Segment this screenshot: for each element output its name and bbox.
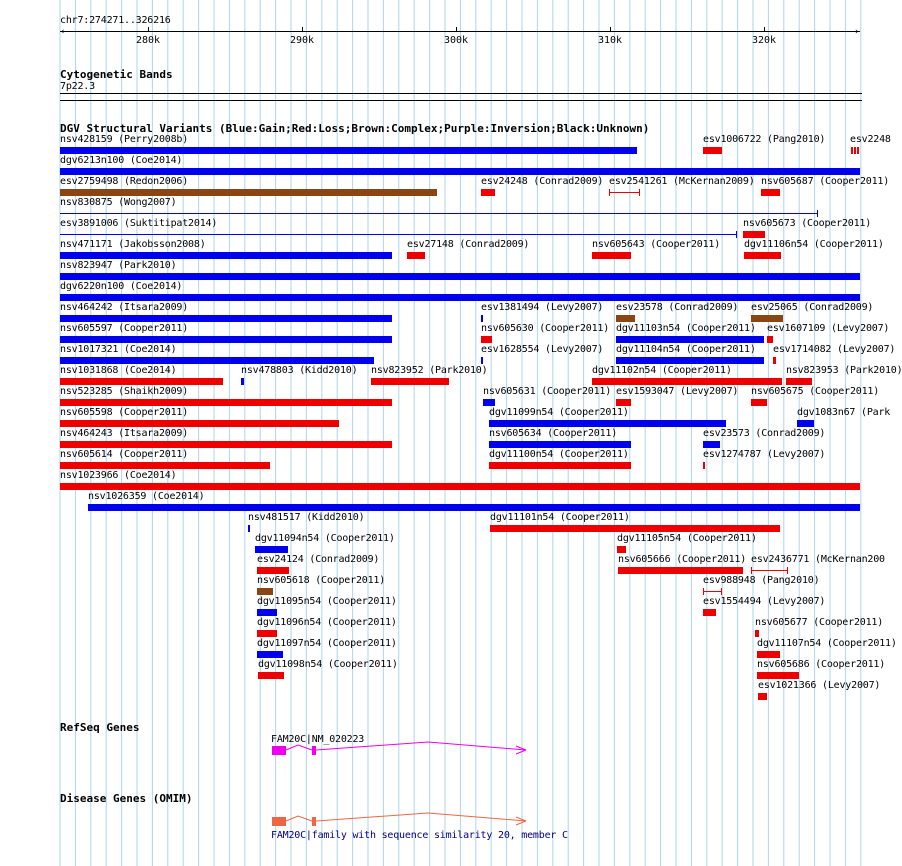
variant-end-tick [787, 567, 788, 574]
refseq-gene-model[interactable] [268, 742, 533, 758]
variant-bar[interactable] [258, 672, 284, 679]
variant-bar[interactable] [854, 147, 856, 154]
variant-bar[interactable] [743, 231, 765, 238]
ruler-tick-label: 280k [136, 35, 161, 46]
variant-label[interactable]: nsv464243 (Itsara2009) [60, 428, 189, 439]
variant-label[interactable]: nsv471171 (Jakobsson2008) [60, 239, 206, 250]
variant-label[interactable]: dgv1083n67 (Park [797, 407, 891, 418]
variant-label[interactable]: nsv605634 (Cooper2011) [489, 428, 618, 439]
omim-gene-model[interactable] [268, 813, 533, 829]
variant-bar[interactable] [703, 462, 705, 469]
variant-end-tick [639, 189, 640, 196]
variant-bar[interactable] [761, 189, 780, 196]
refseq-intron [286, 745, 312, 750]
variant-label[interactable]: nsv605675 (Cooper2011) [751, 386, 880, 397]
variant-label[interactable]: nsv605687 (Cooper2011) [761, 176, 890, 187]
variant-label[interactable]: nsv605666 (Cooper2011) [618, 554, 747, 565]
variant-bar[interactable] [241, 378, 244, 385]
variant-label[interactable]: nsv823952 (Park2010) [371, 365, 488, 376]
variant-bar[interactable] [758, 693, 767, 700]
variant-label[interactable]: dgv11100n54 (Cooper2011) [489, 449, 629, 460]
variant-label[interactable]: esv1607109 (Levy2007) [767, 323, 890, 334]
variant-label[interactable]: nsv1026359 (Coe2014) [88, 491, 205, 502]
variant-bar[interactable] [773, 357, 776, 364]
refseq-exon [312, 746, 316, 755]
variant-bar[interactable] [489, 441, 631, 448]
variant-bar[interactable] [88, 504, 860, 511]
strand-arrow-icon [516, 821, 526, 825]
refseq-exon [272, 746, 286, 755]
variant-label[interactable]: esv2541261 (McKernan2009) [609, 176, 755, 187]
variant-label[interactable]: nsv605677 (Cooper2011) [755, 617, 884, 628]
variant-label[interactable]: nsv823947 (Park2010) [60, 260, 177, 271]
variant-bar[interactable] [60, 357, 374, 364]
variant-label[interactable]: dgv11105n54 (Cooper2011) [617, 533, 757, 544]
variant-bar[interactable] [797, 420, 814, 427]
variant-label[interactable]: esv1554494 (Levy2007) [703, 596, 826, 607]
cytoband-track-title: Cytogenetic Bands [60, 68, 173, 81]
variant-label[interactable]: nsv464242 (Itsara2009) [60, 302, 189, 313]
ruler-tick [456, 27, 457, 32]
variant-label[interactable]: dgv11106n54 (Cooper2011) [744, 239, 884, 250]
variant-bar[interactable] [490, 525, 780, 532]
variant-label[interactable]: nsv1017321 (Coe2014) [60, 344, 177, 355]
variant-bar[interactable] [257, 630, 277, 637]
variant-label[interactable]: esv1593047 (Levy2007) [616, 386, 739, 397]
variant-label[interactable]: dgv11101n54 (Cooper2011) [490, 512, 630, 523]
variant-bar[interactable] [481, 315, 483, 322]
variant-label[interactable]: nsv605618 (Cooper2011) [257, 575, 386, 586]
variant-bar[interactable] [60, 147, 637, 154]
variant-bar[interactable] [257, 588, 273, 595]
variant-label[interactable]: nsv478803 (Kidd2010) [241, 365, 358, 376]
variant-label[interactable]: dgv11104n54 (Cooper2011) [616, 344, 756, 355]
variant-bar[interactable] [757, 672, 799, 679]
variant-bar[interactable] [703, 591, 722, 592]
variant-label[interactable]: esv1021366 (Levy2007) [758, 680, 881, 691]
variant-bar[interactable] [60, 441, 392, 448]
variant-label[interactable]: esv2248 [850, 134, 891, 145]
omim-exon [312, 817, 316, 826]
variant-label[interactable]: nsv428159 (Perry2008b) [60, 134, 189, 145]
variant-bar[interactable] [248, 525, 250, 532]
omim-gene-label[interactable]: FAM20C|family with sequence similarity 20, member C [271, 830, 568, 841]
variant-label[interactable]: esv1381494 (Levy2007) [481, 302, 604, 313]
ruler-tick [148, 27, 149, 32]
variant-label[interactable]: dgv11102n54 (Cooper2011) [592, 365, 732, 376]
variant-bar[interactable] [851, 147, 853, 154]
variant-label[interactable]: dgv11107n54 (Cooper2011) [757, 638, 897, 649]
ruler-tick-label: 290k [290, 35, 315, 46]
variant-bar[interactable] [257, 609, 277, 616]
variant-bar[interactable] [489, 462, 631, 469]
variant-bar[interactable] [60, 315, 392, 322]
variant-label[interactable]: esv1006722 (Pang2010) [703, 134, 826, 145]
omim-exon [272, 817, 286, 826]
variant-bar[interactable] [481, 357, 483, 364]
cytoband-label: 7p22.3 [60, 81, 95, 92]
variant-bar[interactable] [60, 420, 339, 427]
ruler-tick-label: 300k [444, 35, 469, 46]
variant-bar[interactable] [703, 441, 720, 448]
variant-bar[interactable] [255, 546, 288, 553]
variant-label[interactable]: nsv605643 (Cooper2011) [592, 239, 721, 250]
variant-label[interactable]: esv1714082 (Levy2007) [773, 344, 896, 355]
variant-label[interactable]: esv25065 (Conrad2009) [751, 302, 874, 313]
variant-bar[interactable] [703, 609, 716, 616]
ruler-tick [764, 27, 765, 32]
variant-bar[interactable] [757, 651, 780, 658]
variant-label[interactable]: esv23578 (Conrad2009) [616, 302, 739, 313]
refseq-gene-label[interactable]: FAM20C|NM_020223 [271, 734, 365, 745]
variant-bar[interactable] [60, 399, 392, 406]
variant-bar[interactable] [751, 315, 783, 322]
variant-bar[interactable] [616, 336, 764, 343]
variant-label[interactable]: esv988948 (Pang2010) [703, 575, 820, 586]
variant-bar[interactable] [407, 252, 425, 259]
variant-label[interactable]: esv24124 (Conrad2009) [257, 554, 380, 565]
refseq-track-title: RefSeq Genes [60, 721, 140, 734]
variant-bar[interactable] [751, 570, 788, 571]
variant-bar[interactable] [857, 147, 859, 154]
ruler-left-arrow: ‹ [60, 27, 66, 37]
variant-label[interactable]: nsv605598 (Cooper2011) [60, 407, 189, 418]
variant-bar[interactable] [60, 294, 860, 301]
variant-label[interactable]: nsv605673 (Cooper2011) [743, 218, 872, 229]
ruler-axis-line [60, 31, 860, 32]
cytoband-bottom-line [60, 100, 862, 101]
variant-label[interactable]: dgv11097n54 (Cooper2011) [257, 638, 397, 649]
variant-label[interactable]: esv1274787 (Levy2007) [703, 449, 826, 460]
strand-arrow-icon [516, 750, 526, 754]
variant-label[interactable]: dgv11096n54 (Cooper2011) [257, 617, 397, 628]
variant-label[interactable]: esv27148 (Conrad2009) [407, 239, 530, 250]
variant-bar[interactable] [60, 378, 223, 385]
variant-label[interactable]: nsv605597 (Cooper2011) [60, 323, 189, 334]
variant-bar[interactable] [60, 483, 860, 490]
variant-bar[interactable] [744, 252, 781, 259]
variant-label[interactable]: nsv1031868 (Coe2014) [60, 365, 177, 376]
omim-intron [316, 813, 526, 821]
ruler-tick-label: 310k [598, 35, 623, 46]
variant-label[interactable]: nsv523285 (Shaikh2009) [60, 386, 189, 397]
variant-bar[interactable] [60, 189, 437, 196]
variant-label[interactable]: nsv823953 (Park2010) [786, 365, 902, 376]
variant-label[interactable]: nsv605686 (Cooper2011) [757, 659, 886, 670]
variant-bar[interactable] [257, 567, 289, 574]
variant-bar[interactable] [617, 546, 626, 553]
refseq-intron [316, 742, 526, 750]
cytoband-top-line [60, 93, 862, 94]
dgv-track-title: DGV Structural Variants (Blue:Gain;Red:Loss;Brown:Complex;Purple:Inversion;Black:Unknown) [60, 122, 650, 135]
variant-bar[interactable] [616, 399, 631, 406]
variant-label[interactable]: dgv11095n54 (Cooper2011) [257, 596, 397, 607]
variant-bar[interactable] [371, 378, 449, 385]
coordinate-label: chr7:274271..326216 [60, 15, 171, 26]
variant-bar[interactable] [592, 378, 782, 385]
variant-bar[interactable] [767, 336, 773, 343]
variant-bar[interactable] [257, 651, 283, 658]
variant-bar[interactable] [483, 399, 495, 406]
variant-label[interactable]: esv2759498 (Redon2006) [60, 176, 189, 187]
variant-label[interactable]: esv24248 (Conrad2009) [481, 176, 604, 187]
ruler-tick [610, 27, 611, 32]
variant-label[interactable]: nsv605614 (Cooper2011) [60, 449, 189, 460]
variant-label[interactable]: esv1628554 (Levy2007) [481, 344, 604, 355]
variant-bar[interactable] [755, 630, 759, 637]
variant-bar[interactable] [616, 357, 764, 364]
variant-label[interactable]: esv2436771 (McKernan200 [751, 554, 885, 565]
variant-label[interactable]: dgv11098n54 (Cooper2011) [258, 659, 398, 670]
variant-bar[interactable] [60, 462, 270, 469]
variant-label[interactable]: esv23573 (Conrad2009) [703, 428, 826, 439]
omim-track-title: Disease Genes (OMIM) [60, 792, 193, 805]
variant-label[interactable]: dgv11103n54 (Cooper2011) [616, 323, 756, 334]
variant-label[interactable]: nsv481517 (Kidd2010) [248, 512, 365, 523]
ruler-tick [302, 27, 303, 32]
variant-bar[interactable] [60, 273, 860, 280]
variant-label[interactable]: nsv1023966 (Coe2014) [60, 470, 177, 481]
variant-bar[interactable] [60, 213, 818, 214]
variant-bar[interactable] [60, 234, 737, 235]
variant-label[interactable]: dgv6213n100 (Coe2014) [60, 155, 183, 166]
variant-bar[interactable] [751, 399, 767, 406]
variant-label[interactable]: nsv605631 (Cooper2011) [483, 386, 612, 397]
variant-bar[interactable] [703, 147, 722, 154]
variant-label[interactable]: dgv6220n100 (Coe2014) [60, 281, 183, 292]
ruler-right-arrow: › [854, 27, 860, 37]
variant-end-tick [751, 567, 752, 574]
variant-label[interactable]: esv3891006 (Suktitipat2014) [60, 218, 218, 229]
variant-bar[interactable] [60, 252, 392, 259]
variant-end-tick [736, 231, 737, 238]
variant-bar[interactable] [489, 420, 726, 427]
variant-bar[interactable] [786, 378, 812, 385]
variant-label[interactable]: nsv605630 (Cooper2011) [481, 323, 610, 334]
variant-label[interactable]: dgv11094n54 (Cooper2011) [255, 533, 395, 544]
variant-bar[interactable] [60, 336, 392, 343]
variant-bar[interactable] [60, 168, 860, 175]
variant-bar[interactable] [592, 252, 631, 259]
omim-intron [286, 816, 312, 821]
variant-bar[interactable] [481, 189, 495, 196]
variant-label[interactable]: dgv11099n54 (Cooper2011) [489, 407, 629, 418]
variant-bar[interactable] [609, 192, 640, 193]
variant-bar[interactable] [481, 336, 492, 343]
variant-label[interactable]: nsv830875 (Wong2007) [60, 197, 177, 208]
ruler-tick-label: 320k [752, 35, 777, 46]
variant-bar[interactable] [618, 567, 743, 574]
variant-end-tick [817, 210, 818, 217]
variant-end-tick [721, 588, 722, 595]
variant-end-tick [609, 189, 610, 196]
variant-end-tick [703, 588, 704, 595]
variant-bar[interactable] [616, 315, 635, 322]
